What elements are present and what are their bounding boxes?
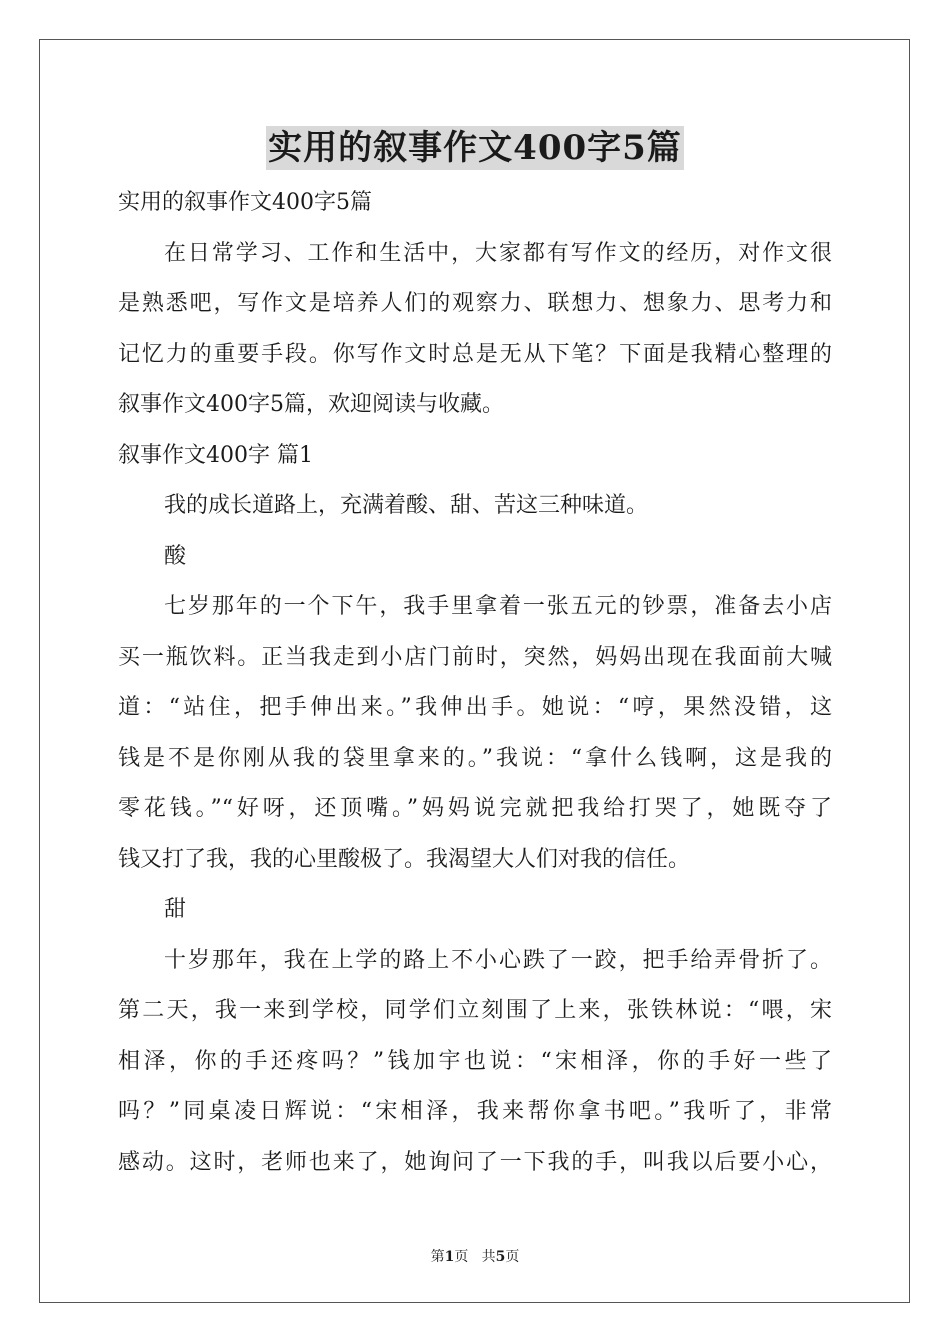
text-line: 是熟悉吧，写作文是培养人们的观察力、联想力、想象力、思考力和 — [118, 291, 832, 316]
footer-page-suffix: 页 — [454, 1249, 469, 1265]
text-line: 十岁那年，我在上学的路上不小心跌了一跤，把手给弄骨折了。 — [164, 947, 832, 973]
document-title: 实用的叙事作文400字5篇 — [268, 128, 682, 168]
text-line: 七岁那年的一个下午，我手里拿着一张五元的钞票，准备去小店 — [164, 594, 832, 619]
footer-total-pages: 5 — [495, 1249, 506, 1265]
text-line: 钱是不是你刚从我的袋里拿来的。”我说：“拿什么钱啊，这是我的 — [118, 745, 832, 771]
text-line: 酸 — [164, 543, 187, 569]
text-line: 第二天，我一来到学校，同学们立刻围了上来，张铁林说：“喂，宋 — [118, 998, 832, 1023]
text-line: 感动。这时，老师也来了，她询问了一下我的手，叫我以后要小心， — [118, 1149, 832, 1175]
text-line: 买一瓶饮料。正当我走到小店门前时，突然，妈妈出现在我面前大喊 — [118, 644, 832, 670]
footer-total-suffix: 页 — [505, 1249, 520, 1265]
text-line: 叙事作文400字5篇，欢迎阅读与收藏。 — [118, 392, 504, 417]
text-line: 叙事作文400字 篇1 — [118, 442, 313, 468]
document-body — [118, 178, 832, 1188]
title-container — [0, 126, 950, 170]
text-line: 在日常学习、工作和生活中，大家都有写作文的经历，对作文很 — [164, 240, 832, 266]
footer-page-number: 1 — [444, 1249, 455, 1265]
text-line: 甜 — [164, 897, 187, 922]
text-line: 相泽，你的手还疼吗？”钱加宇也说：“宋相泽，你的手好一些了 — [118, 1048, 832, 1074]
text-line: 钱又打了我，我的心里酸极了。我渴望大人们对我的信任。 — [118, 846, 691, 872]
page-footer — [0, 1248, 950, 1266]
text-line: 吗？”同桌凌日辉说：“宋相泽，我来帮你拿书吧。”我听了，非常 — [118, 1099, 832, 1124]
footer-total-prefix: 共 — [481, 1249, 496, 1265]
text-line: 道：“站住，把手伸出来。”我伸出手。她说：“哼，果然没错，这 — [118, 695, 832, 720]
text-line: 我的成长道路上，充满着酸、甜、苦这三种味道。 — [164, 493, 649, 518]
text-line: 零花钱。”“好呀，还顶嘴。”妈妈说完就把我给打哭了，她既夺了 — [118, 796, 832, 821]
footer-page-prefix: 第 — [430, 1249, 445, 1265]
text-line: 记忆力的重要手段。你写作文时总是无从下笔？下面是我精心整理的 — [118, 341, 832, 367]
text-line: 实用的叙事作文400字5篇 — [118, 190, 372, 215]
